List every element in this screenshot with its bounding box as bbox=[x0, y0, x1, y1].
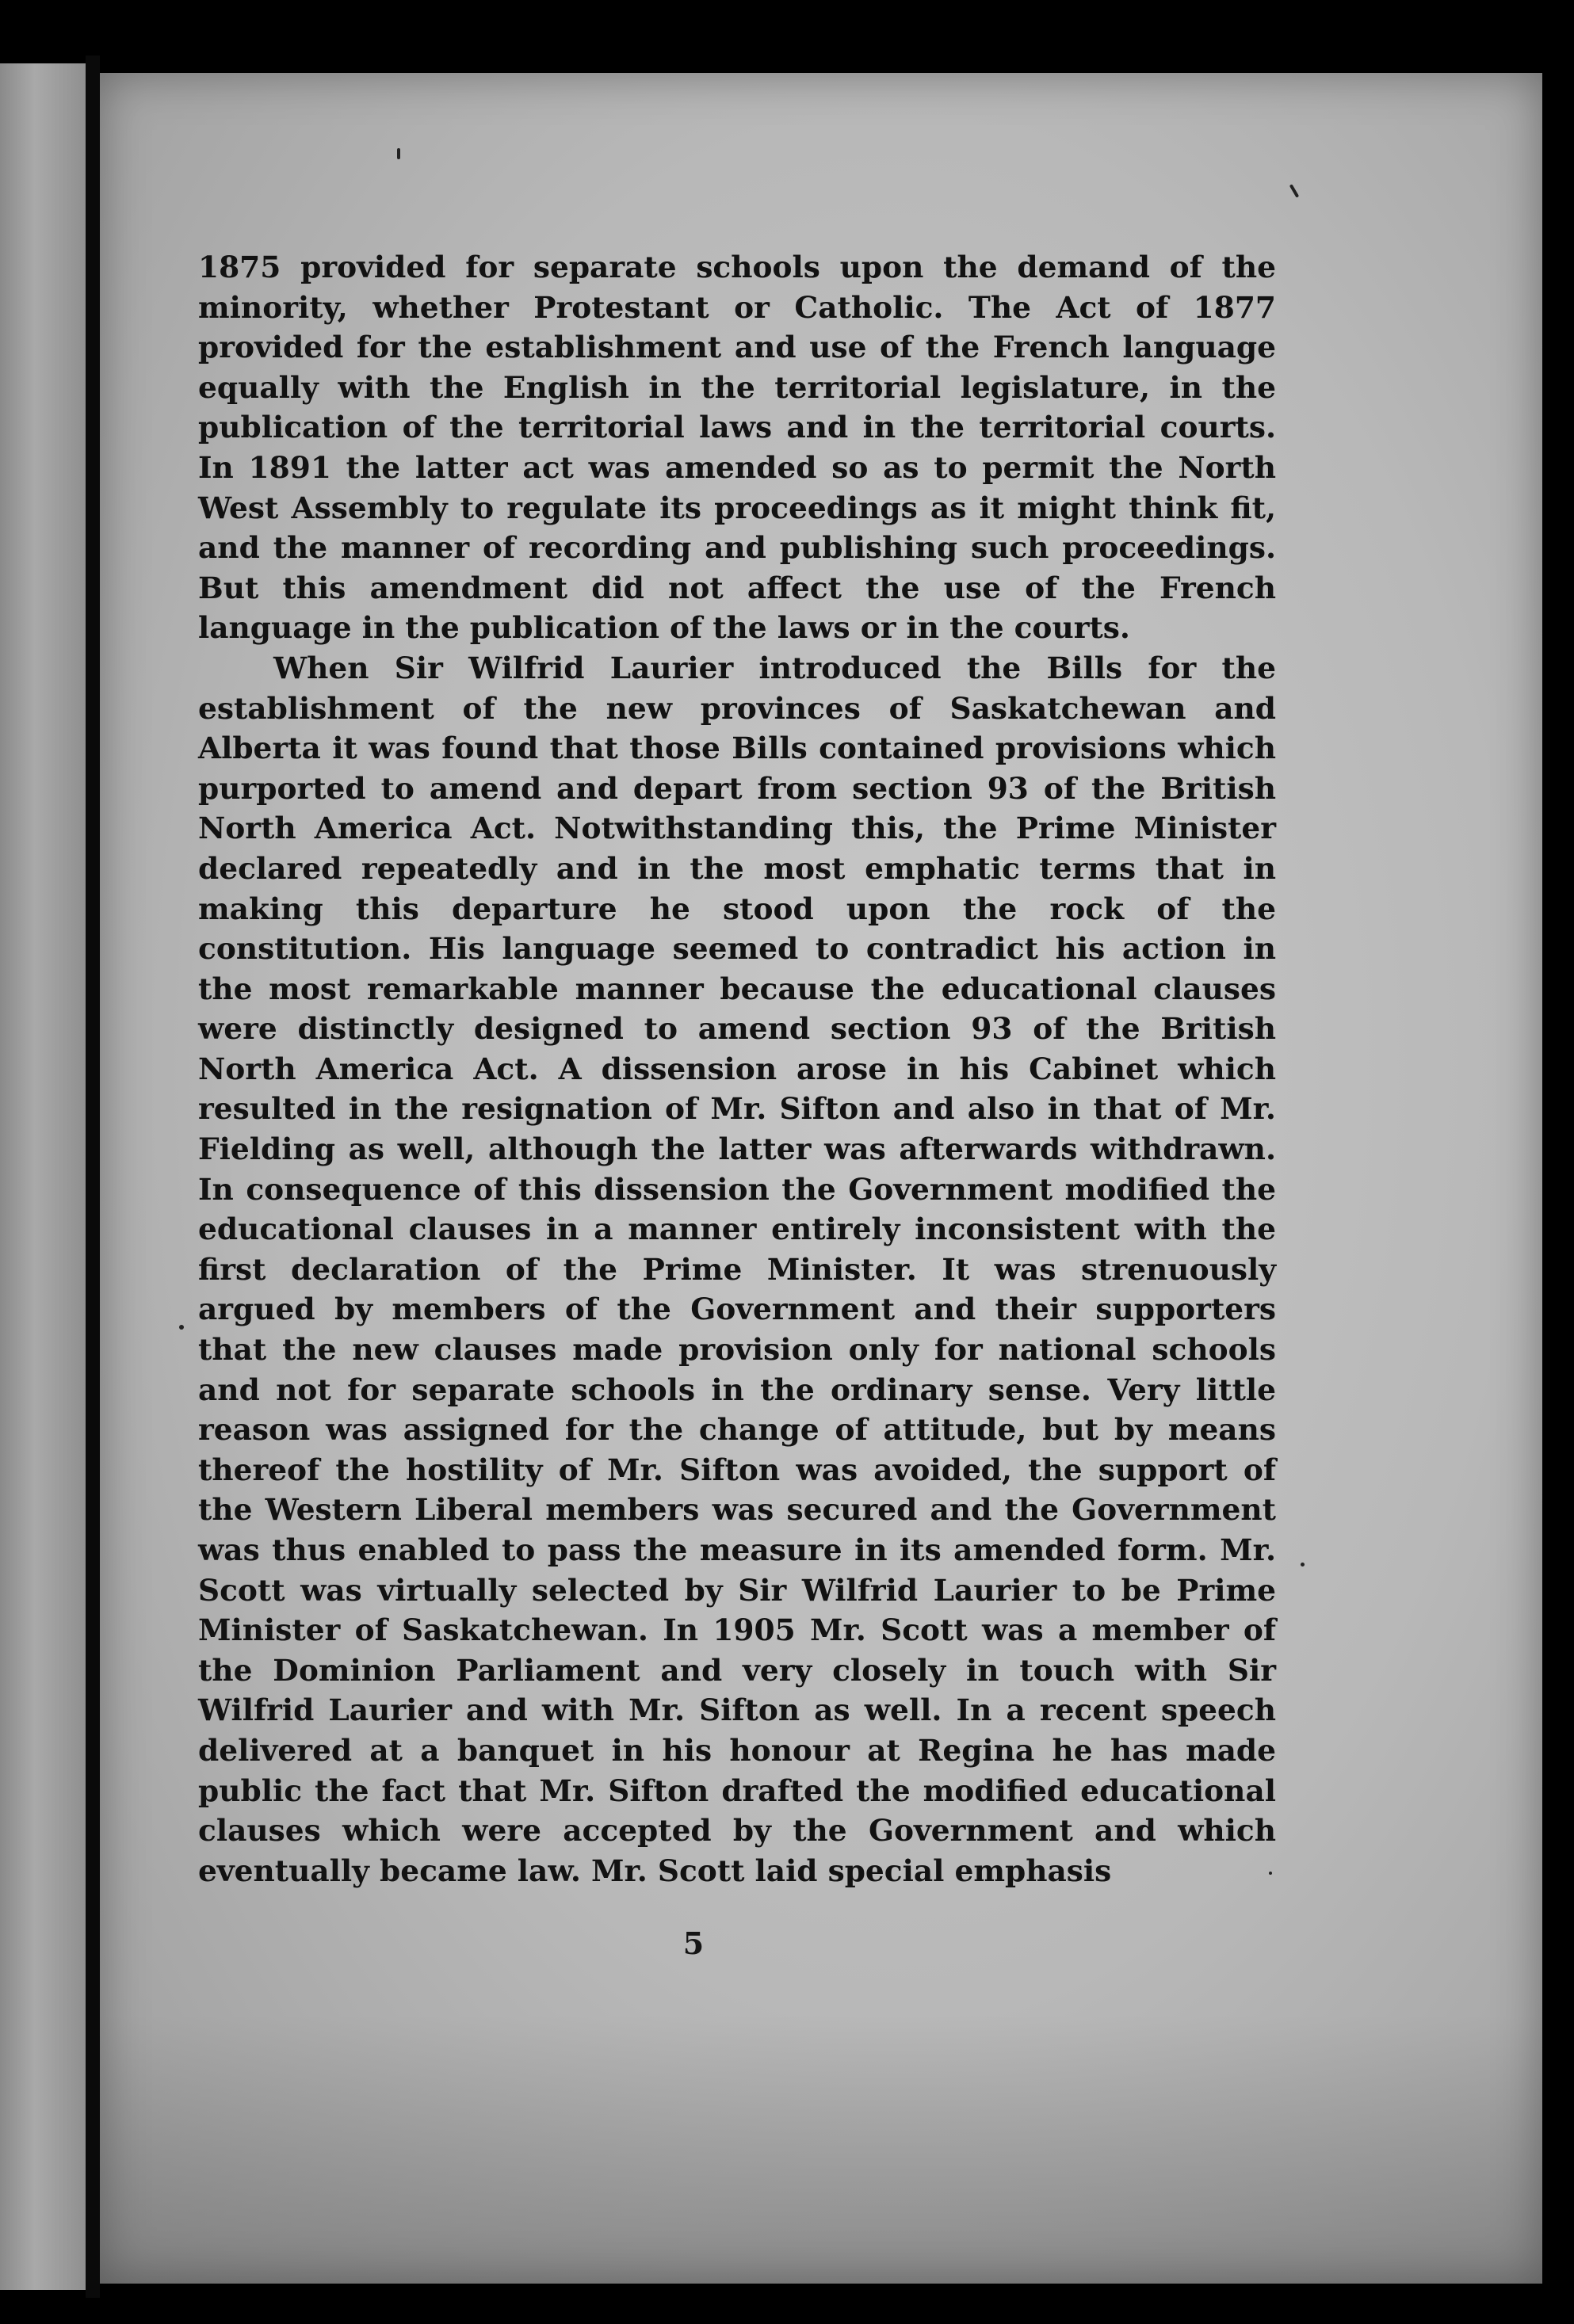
adjacent-page-edge bbox=[0, 63, 87, 2290]
body-text bbox=[198, 247, 1276, 1891]
paragraph: 1875 provided for separate schools upon the demand of the minority, whether Protestant or Catholic. The Act of 1877 provided for the establishment and use of the French language equally with the English in the territorial legislature, in the publication of the territorial laws and in the territorial courts. In 1891 the latter act was amended so as to permit the North West Assembly to regulate its proceedings as it might think fit, and the manner of recording and publishing such proceedings. But this amendment did not affect the use of the French language in the publication of the laws or in the courts. bbox=[198, 250, 1276, 646]
paragraph: When Sir Wilfrid Laurier introduced the Bills for the establishment of the new provinces of Saskatchewan and Alberta it was found that those Bills contained provisions which purported to amend and depart from section 93 of the British North America Act. Notwithstanding this, the Prime Minister declared repeatedly and in the most emphatic terms that in making this departure he stood upon the rock of the constitution. His language seemed to contradict his action in the most remarkable manner because the educational clauses were distinctly designed to amend section 93 of the British North America Act. A dissension arose in his Cabinet which resulted in the resignation of Mr. Sifton and also in that of Mr. Fielding as well, although the latter was afterwards withdrawn. In consequence of this dissension the Government modified the educational clauses in a manner entirely inconsistent with the first declaration of the Prime Minister. It was strenuously argued by members of the Government and their supporters that the new clauses made provision only for national schools and not for separate schools in the ordinary sense. Very little reason was assigned for the change of attitude, but by means thereof the hostility of Mr. Sifton was avoided, the support of the Western Liberal members was secured and the Government was thus enabled to pass the measure in its amended form. Mr. Scott was virtually selected by Sir Wilfrid Laurier to be Prime Minister of Saskatchewan. In 1905 Mr. Scott was a member of the Dominion Parliament and very closely in touch with Sir Wilfrid Laurier and with Mr. Sifton as well. In a recent speech delivered at a banquet in his honour at Regina he has made public the fact that Mr. Sifton drafted the modified educational clauses which were accepted by the Government and which eventually became law. Mr. Scott laid special emphasis bbox=[198, 650, 1276, 1888]
scan-speck bbox=[397, 148, 400, 159]
book-spine-shadow bbox=[86, 55, 100, 2298]
scan-speck bbox=[1301, 1563, 1305, 1567]
scan-speck bbox=[1289, 184, 1299, 198]
scan-speck bbox=[179, 1325, 184, 1330]
page-number: 5 bbox=[682, 1925, 705, 1961]
